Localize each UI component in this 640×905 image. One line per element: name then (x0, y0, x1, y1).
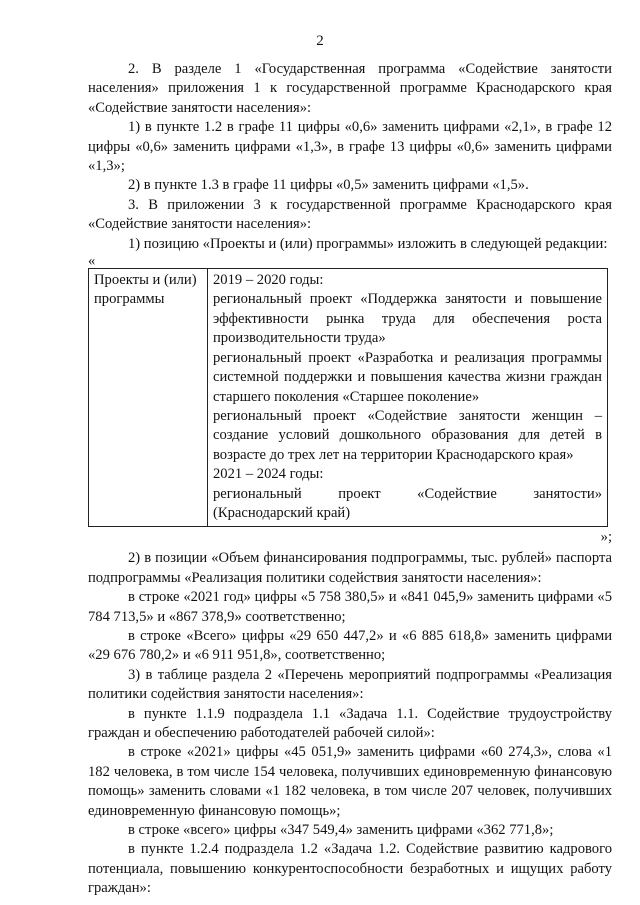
table-cell-content (208, 269, 608, 527)
table-line: 2021 – 2024 годы: (213, 466, 324, 483)
table-line: региональный проект «Поддержка занятости и повышение эффективности рынка труда для обеспечения роста производительности труда» (213, 291, 602, 347)
paragraph: в строке «Всего» цифры «29 650 447,2» и «6 885 618,8» заменить цифрами «29 676 780,2» и «6 911 951,8», соответственно; (88, 627, 612, 664)
quote-open-mark: « (88, 253, 96, 270)
paragraph: 3. В приложении 3 к государственной программе Краснодарского края «Содействие занятости населения»: (88, 196, 612, 233)
table-line: 2019 – 2020 годы: (213, 272, 324, 289)
paragraph: 3) в таблице раздела 2 «Перечень мероприятий подпрограммы «Реализация политики содействия занятости населения»: (88, 666, 612, 703)
table-cell-label: Проекты и (или) программы (89, 269, 208, 527)
paragraph: в строке «2021» цифры «45 051,9» заменить цифрами «60 274,3», слова «1 182 человека, в том числе 154 человека, получивших единовременную финансовую помощь» заменить словами «1 182 человека, в том числе 207 человек, получивших единовременную финансовую помощь»; (88, 744, 612, 819)
paragraph: в пункте 1.1.9 подраздела 1.1 «Задача 1.1. Содействие трудоустройству граждан и обеспечению работодателей рабочей силой»: (88, 705, 612, 741)
page-number: 2 (316, 33, 324, 49)
table-line: региональный проект «Содействие занятости» (Краснодарский край) (213, 485, 602, 521)
quote-close-mark: »; (600, 529, 612, 546)
projects-table (88, 268, 608, 527)
paragraph: в пункте 1.2.4 подраздела 1.2 «Задача 1.2. Содействие развитию кадрового потенциала, повышению конкурентоспособности безработных и ищущих работу граждан»: (88, 841, 612, 897)
paragraph: 2. В разделе 1 «Государственная программа «Содействие занятости населения» приложения 1 к государственной программе Краснодарского края «Содействие занятости населения»: (88, 61, 612, 116)
document-body (88, 60, 612, 899)
table-row (89, 269, 608, 527)
paragraph: в строке «всего» цифры «347 549,4» заменить цифрами «362 771,8»; (128, 822, 554, 839)
paragraph: 1) в пункте 1.2 в графе 11 цифры «0,6» заменить цифрами «2,1», в графе 12 цифры «0,6» заменить цифрами «1,3», в графе 13 цифры «0,6» заменить цифрами «1,3»; (88, 119, 612, 175)
paragraph: 2) в позиции «Объем финансирования подпрограммы, тыс. рублей» паспорта подпрограммы «Реализация политики содействия занятости населения»: (88, 550, 612, 586)
table-line: региональный проект «Разработка и реализация программы системной поддержки и повышения качества жизни граждан старшего поколения «Старшее поколение» (213, 349, 602, 405)
paragraph: в строке «2021 год» цифры «5 758 380,5» и «841 045,9» заменить цифрами «5 784 713,5» и «867 378,9» соответственно; (88, 589, 612, 625)
paragraph: 2) в пункте 1.3 в графе 11 цифры «0,5» заменить цифрами «1,5». (128, 177, 529, 194)
table-line: региональный проект «Содействие занятости женщин – создание условий дошкольного образования для детей в возрасте до трех лет на территории Краснодарского края» (213, 407, 602, 463)
paragraph: 1) позицию «Проекты и (или) программы» изложить в следующей редакции: (128, 235, 608, 252)
